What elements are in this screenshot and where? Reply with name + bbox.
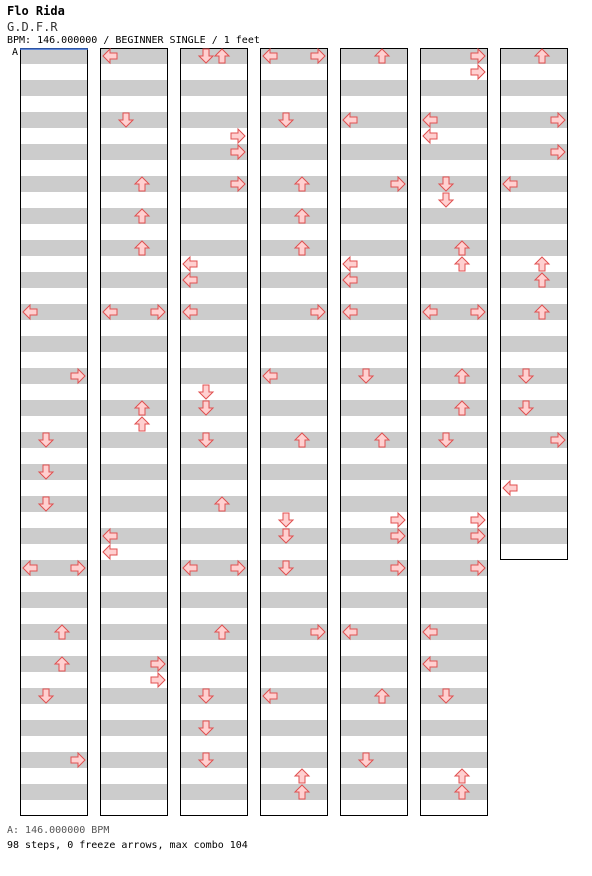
measure-row	[420, 464, 488, 480]
measure-row	[340, 352, 408, 368]
measure-row	[180, 544, 248, 560]
measure-row	[180, 592, 248, 608]
measure-row	[20, 496, 88, 512]
measure-row	[500, 512, 568, 528]
measure-row	[20, 224, 88, 240]
measure-row	[420, 160, 488, 176]
measure-row	[340, 416, 408, 432]
measure-row	[420, 640, 488, 656]
measure-row	[180, 64, 248, 80]
measure-row	[260, 672, 328, 688]
measure-row	[100, 768, 168, 784]
measure-row	[20, 800, 88, 816]
measure-row	[340, 544, 408, 560]
measure-row	[260, 192, 328, 208]
measure-row	[340, 80, 408, 96]
measure-row	[100, 224, 168, 240]
measure-row	[20, 144, 88, 160]
measure-row	[500, 160, 568, 176]
measure-row	[260, 496, 328, 512]
measure-row	[420, 272, 488, 288]
measure-row	[260, 384, 328, 400]
measure-row	[340, 288, 408, 304]
measure-row	[260, 592, 328, 608]
measure-row	[20, 176, 88, 192]
measure-row	[20, 416, 88, 432]
measure-row	[340, 736, 408, 752]
measure-row	[20, 128, 88, 144]
measure-row	[100, 432, 168, 448]
measure-row	[180, 576, 248, 592]
measure-row	[420, 208, 488, 224]
measure-row	[500, 128, 568, 144]
chart-stats: 98 steps, 0 freeze arrows, max combo 104	[7, 840, 248, 851]
measure-row	[100, 512, 168, 528]
measure-row	[100, 336, 168, 352]
measure-row	[100, 96, 168, 112]
measure-row	[100, 720, 168, 736]
measure-row	[100, 80, 168, 96]
measure-row	[420, 496, 488, 512]
measure-row	[260, 256, 328, 272]
measure-row	[100, 112, 168, 128]
measure-row	[180, 736, 248, 752]
measure-row	[500, 320, 568, 336]
measure-row	[420, 416, 488, 432]
measure-row	[100, 480, 168, 496]
measure-row	[420, 672, 488, 688]
measure-row	[260, 160, 328, 176]
measure-row	[340, 128, 408, 144]
measure-row	[420, 704, 488, 720]
measure-row	[180, 448, 248, 464]
measure-row	[20, 80, 88, 96]
measure-row	[180, 240, 248, 256]
measure-row	[500, 448, 568, 464]
song-title: G.D.F.R	[7, 20, 58, 34]
measure-row	[340, 576, 408, 592]
measure-row	[20, 256, 88, 272]
measure-row	[20, 608, 88, 624]
measure-row	[340, 48, 408, 64]
measure-row	[100, 576, 168, 592]
measure-row	[180, 704, 248, 720]
measure-row	[420, 736, 488, 752]
measure-row	[420, 688, 488, 704]
measure-row	[180, 288, 248, 304]
measure-row	[20, 352, 88, 368]
measure-row	[20, 640, 88, 656]
measure-row	[340, 688, 408, 704]
measure-row	[100, 368, 168, 384]
measure-row	[340, 448, 408, 464]
measure-row	[180, 512, 248, 528]
measure-row	[20, 784, 88, 800]
measure-row	[260, 784, 328, 800]
measure-row	[420, 288, 488, 304]
measure-row	[180, 608, 248, 624]
measure-row	[420, 576, 488, 592]
measure-row	[260, 240, 328, 256]
measure-row	[180, 496, 248, 512]
measure-row	[260, 80, 328, 96]
measure-row	[340, 480, 408, 496]
measure-row	[180, 336, 248, 352]
measure-row	[420, 176, 488, 192]
measure-row	[260, 720, 328, 736]
measure-row	[420, 720, 488, 736]
measure-row	[100, 288, 168, 304]
measure-row	[340, 720, 408, 736]
measure-row	[340, 240, 408, 256]
measure-row	[20, 160, 88, 176]
measure-row	[180, 784, 248, 800]
measure-row	[100, 400, 168, 416]
measure-row	[420, 784, 488, 800]
measure-row	[20, 528, 88, 544]
measure-row	[500, 80, 568, 96]
measure-row	[340, 464, 408, 480]
measure-row	[500, 528, 568, 544]
measure-row	[340, 320, 408, 336]
measure-row	[260, 464, 328, 480]
measure-row	[420, 448, 488, 464]
measure-row	[100, 704, 168, 720]
measure-row	[500, 288, 568, 304]
measure-row	[420, 320, 488, 336]
measure-row	[420, 192, 488, 208]
measure-row	[100, 752, 168, 768]
measure-row	[420, 768, 488, 784]
measure-row	[500, 48, 568, 64]
measure-row	[180, 352, 248, 368]
measure-row	[20, 464, 88, 480]
measure-row	[500, 352, 568, 368]
measure-row	[260, 800, 328, 816]
measure-row	[340, 144, 408, 160]
measure-row	[420, 608, 488, 624]
measure-row	[180, 720, 248, 736]
measure-row	[180, 160, 248, 176]
measure-row	[180, 528, 248, 544]
measure-row	[20, 512, 88, 528]
measure-row	[180, 656, 248, 672]
measure-row	[260, 640, 328, 656]
measure-row	[420, 384, 488, 400]
measure-row	[420, 352, 488, 368]
measure-row	[20, 448, 88, 464]
measure-row	[340, 784, 408, 800]
measure-row	[100, 144, 168, 160]
measure-row	[180, 400, 248, 416]
measure-row	[180, 384, 248, 400]
measure-row	[260, 224, 328, 240]
measure-row	[260, 208, 328, 224]
measure-row	[340, 368, 408, 384]
measure-row	[260, 544, 328, 560]
bpm-legend: A: 146.000000 BPM	[7, 825, 110, 836]
measure-row	[340, 800, 408, 816]
measure-row	[100, 208, 168, 224]
measure-row	[20, 192, 88, 208]
measure-row	[20, 624, 88, 640]
measure-row	[20, 64, 88, 80]
measure-row	[340, 224, 408, 240]
measure-row	[500, 240, 568, 256]
measure-row	[260, 128, 328, 144]
measure-row	[260, 656, 328, 672]
measure-row	[180, 416, 248, 432]
measure-row	[500, 272, 568, 288]
measure-row	[500, 368, 568, 384]
measure-row	[340, 768, 408, 784]
measure-row	[100, 272, 168, 288]
measure-row	[340, 64, 408, 80]
measure-row	[420, 144, 488, 160]
measure-row	[340, 496, 408, 512]
measure-row	[420, 432, 488, 448]
measure-row	[340, 160, 408, 176]
measure-row	[100, 464, 168, 480]
measure-row	[500, 304, 568, 320]
measure-row	[20, 112, 88, 128]
measure-row	[260, 144, 328, 160]
measure-row	[20, 48, 88, 64]
measure-row	[260, 432, 328, 448]
bpm-marker-label: A	[12, 47, 19, 58]
measure-row	[340, 96, 408, 112]
measure-row	[500, 384, 568, 400]
measure-row	[260, 704, 328, 720]
measure-row	[420, 400, 488, 416]
measure-row	[180, 192, 248, 208]
measure-row	[260, 272, 328, 288]
measure-row	[420, 224, 488, 240]
measure-row	[420, 80, 488, 96]
measure-row	[260, 320, 328, 336]
measure-row	[340, 640, 408, 656]
measure-row	[180, 112, 248, 128]
artist-name: Flo Rida	[7, 4, 65, 18]
measure-row	[20, 720, 88, 736]
measure-row	[100, 64, 168, 80]
measure-row	[180, 640, 248, 656]
measure-row	[340, 400, 408, 416]
measure-row	[20, 288, 88, 304]
measure-row	[420, 256, 488, 272]
measure-row	[180, 672, 248, 688]
measure-row	[180, 464, 248, 480]
measure-row	[500, 544, 568, 560]
measure-row	[20, 592, 88, 608]
measure-row	[420, 368, 488, 384]
measure-row	[180, 368, 248, 384]
measure-row	[340, 192, 408, 208]
measure-row	[180, 208, 248, 224]
measure-row	[420, 96, 488, 112]
measure-row	[100, 688, 168, 704]
measure-row	[100, 128, 168, 144]
measure-row	[180, 480, 248, 496]
measure-row	[20, 272, 88, 288]
measure-row	[260, 416, 328, 432]
measure-row	[340, 384, 408, 400]
measure-row	[100, 608, 168, 624]
measure-row	[100, 416, 168, 432]
measure-row	[20, 400, 88, 416]
measure-row	[180, 432, 248, 448]
measure-row	[260, 560, 328, 576]
measure-row	[420, 240, 488, 256]
measure-row	[260, 288, 328, 304]
measure-row	[20, 656, 88, 672]
measure-row	[20, 480, 88, 496]
measure-row	[340, 208, 408, 224]
measure-row	[20, 208, 88, 224]
measure-row	[100, 352, 168, 368]
measure-row	[100, 256, 168, 272]
measure-row	[500, 416, 568, 432]
measure-row	[260, 448, 328, 464]
measure-row	[340, 592, 408, 608]
measure-row	[100, 384, 168, 400]
measure-row	[100, 240, 168, 256]
measure-row	[500, 64, 568, 80]
measure-row	[500, 208, 568, 224]
measure-row	[260, 352, 328, 368]
measure-row	[20, 432, 88, 448]
measure-row	[180, 224, 248, 240]
measure-row	[260, 96, 328, 112]
measure-row	[180, 96, 248, 112]
measure-row	[100, 560, 168, 576]
measure-row	[260, 608, 328, 624]
measure-row	[340, 672, 408, 688]
measure-row	[260, 528, 328, 544]
measure-row	[20, 704, 88, 720]
measure-row	[180, 320, 248, 336]
measure-row	[340, 432, 408, 448]
measure-row	[180, 48, 248, 64]
measure-row	[180, 624, 248, 640]
measure-row	[340, 608, 408, 624]
measure-row	[500, 256, 568, 272]
measure-row	[20, 240, 88, 256]
measure-row	[100, 800, 168, 816]
measure-row	[420, 592, 488, 608]
measure-row	[260, 768, 328, 784]
chart-info: BPM: 146.000000 / BEGINNER SINGLE / 1 feet	[7, 35, 260, 46]
measure-row	[100, 592, 168, 608]
measure-row	[100, 736, 168, 752]
measure-row	[100, 320, 168, 336]
measure-row	[100, 176, 168, 192]
measure-row	[100, 496, 168, 512]
measure-row	[20, 544, 88, 560]
measure-row	[20, 688, 88, 704]
measure-row	[20, 768, 88, 784]
measure-row	[420, 800, 488, 816]
measure-row	[180, 768, 248, 784]
measure-row	[100, 784, 168, 800]
measure-row	[260, 576, 328, 592]
measure-row	[260, 752, 328, 768]
measure-row	[20, 336, 88, 352]
measure-row	[340, 336, 408, 352]
measure-row	[20, 320, 88, 336]
measure-row	[340, 656, 408, 672]
measure-row	[500, 192, 568, 208]
measure-row	[260, 64, 328, 80]
measure-row	[260, 512, 328, 528]
measure-row	[500, 224, 568, 240]
measure-row	[340, 704, 408, 720]
measure-row	[260, 736, 328, 752]
measure-row	[180, 752, 248, 768]
measure-row	[100, 448, 168, 464]
measure-row	[100, 624, 168, 640]
measure-row	[260, 400, 328, 416]
measure-row	[20, 384, 88, 400]
measure-row	[420, 480, 488, 496]
measure-row	[500, 400, 568, 416]
measure-row	[260, 112, 328, 128]
measure-row	[180, 688, 248, 704]
measure-row	[260, 480, 328, 496]
measure-row	[420, 544, 488, 560]
measure-row	[20, 96, 88, 112]
measure-row	[20, 736, 88, 752]
measure-row	[100, 160, 168, 176]
measure-row	[420, 336, 488, 352]
measure-row	[420, 752, 488, 768]
measure-row	[20, 672, 88, 688]
measure-row	[500, 96, 568, 112]
measure-row	[500, 464, 568, 480]
measure-row	[100, 640, 168, 656]
measure-row	[340, 752, 408, 768]
measure-row	[260, 176, 328, 192]
measure-row	[180, 800, 248, 816]
measure-row	[180, 80, 248, 96]
measure-row	[100, 192, 168, 208]
measure-row	[20, 576, 88, 592]
measure-row	[260, 336, 328, 352]
measure-row	[500, 496, 568, 512]
measure-row	[500, 336, 568, 352]
